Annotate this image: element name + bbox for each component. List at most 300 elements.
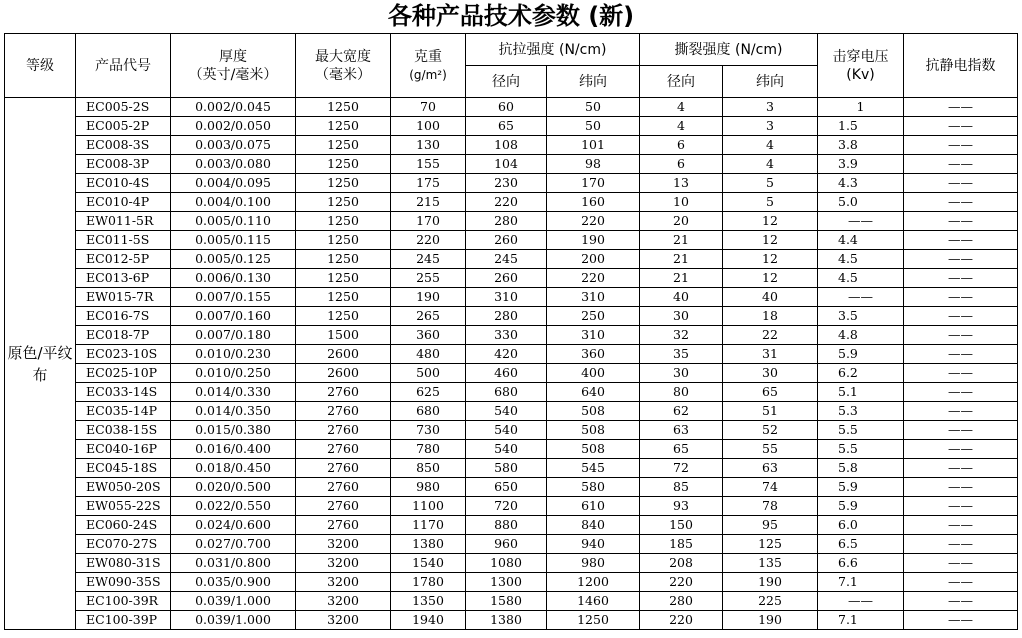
spec-table: [4, 33, 1018, 630]
table-row: [5, 136, 1018, 155]
table-row: [5, 193, 1018, 212]
table-row: [5, 573, 1018, 592]
tensile-radial-cell: 245: [466, 250, 547, 269]
thickness-cell: 0.024/0.600: [171, 516, 296, 535]
tensile-radial-cell: 540: [466, 402, 547, 421]
weight-cell: 1380: [391, 535, 466, 554]
tear-radial-cell: 21: [640, 231, 723, 250]
thickness-cell: 0.018/0.450: [171, 459, 296, 478]
breakdown-voltage-cell: 4.4: [818, 231, 904, 250]
tear-radial-cell: 30: [640, 364, 723, 383]
product-code-cell: EC033-14S: [76, 383, 171, 402]
tensile-weft-cell: 508: [547, 402, 640, 421]
tear-radial-cell: 4: [640, 98, 723, 117]
weight-cell: 1100: [391, 497, 466, 516]
table-row: [5, 307, 1018, 326]
tensile-weft-cell: 50: [547, 98, 640, 117]
table-row: [5, 212, 1018, 231]
weight-cell: 480: [391, 345, 466, 364]
weight-cell: 680: [391, 402, 466, 421]
tear-weft-cell: 3: [723, 117, 818, 136]
antistatic-index-cell: ——: [904, 535, 1018, 554]
header-code: 产品代号: [76, 34, 171, 98]
weight-cell: 980: [391, 478, 466, 497]
tear-radial-cell: 72: [640, 459, 723, 478]
max-width-cell: 2760: [296, 440, 391, 459]
max-width-cell: 1250: [296, 250, 391, 269]
table-row: [5, 98, 1018, 117]
header-antistatic: 抗静电指数: [904, 34, 1018, 98]
antistatic-index-cell: ——: [904, 117, 1018, 136]
thickness-cell: 0.004/0.095: [171, 174, 296, 193]
tensile-weft-cell: 310: [547, 326, 640, 345]
antistatic-index-cell: ——: [904, 231, 1018, 250]
tear-weft-cell: 52: [723, 421, 818, 440]
tensile-radial-cell: 310: [466, 288, 547, 307]
max-width-cell: 1250: [296, 155, 391, 174]
thickness-cell: 0.004/0.100: [171, 193, 296, 212]
tear-weft-cell: 5: [723, 174, 818, 193]
breakdown-voltage-cell: 6.6: [818, 554, 904, 573]
breakdown-voltage-cell: 4.3: [818, 174, 904, 193]
header-tensile-weft: 纬向: [547, 66, 640, 98]
tear-weft-cell: 190: [723, 573, 818, 592]
tear-radial-cell: 6: [640, 136, 723, 155]
thickness-cell: 0.003/0.080: [171, 155, 296, 174]
tensile-radial-cell: 460: [466, 364, 547, 383]
table-body: [5, 98, 1018, 630]
antistatic-index-cell: ——: [904, 554, 1018, 573]
thickness-cell: 0.010/0.250: [171, 364, 296, 383]
header-tensile: 抗拉强度 (N/cm): [466, 34, 640, 66]
product-code-cell: EC100-39P: [76, 611, 171, 630]
tear-weft-cell: 40: [723, 288, 818, 307]
max-width-cell: 2600: [296, 345, 391, 364]
table-row: [5, 421, 1018, 440]
antistatic-index-cell: ——: [904, 402, 1018, 421]
tensile-weft-cell: 250: [547, 307, 640, 326]
antistatic-index-cell: ——: [904, 440, 1018, 459]
tensile-weft-cell: 98: [547, 155, 640, 174]
max-width-cell: 2760: [296, 383, 391, 402]
header-breakdown-line1: 击穿电压: [832, 48, 889, 65]
header-tear-weft: 纬向: [723, 66, 818, 98]
breakdown-voltage-cell: 4.5: [818, 250, 904, 269]
antistatic-index-cell: ——: [904, 345, 1018, 364]
tensile-weft-cell: 400: [547, 364, 640, 383]
tensile-weft-cell: 508: [547, 421, 640, 440]
table-row: [5, 326, 1018, 345]
header-tensile-radial: 径向: [466, 66, 547, 98]
tensile-radial-cell: 580: [466, 459, 547, 478]
tear-radial-cell: 80: [640, 383, 723, 402]
tear-weft-cell: 74: [723, 478, 818, 497]
weight-cell: 245: [391, 250, 466, 269]
tensile-weft-cell: 545: [547, 459, 640, 478]
tensile-radial-cell: 720: [466, 497, 547, 516]
antistatic-index-cell: ——: [904, 516, 1018, 535]
breakdown-voltage-cell: 5.5: [818, 440, 904, 459]
tear-weft-cell: 55: [723, 440, 818, 459]
weight-cell: 850: [391, 459, 466, 478]
product-code-cell: EC070-27S: [76, 535, 171, 554]
product-code-cell: EC045-18S: [76, 459, 171, 478]
breakdown-voltage-cell: ——: [818, 212, 904, 231]
product-code-cell: EC018-7P: [76, 326, 171, 345]
weight-cell: 1170: [391, 516, 466, 535]
breakdown-voltage-cell: 5.9: [818, 478, 904, 497]
weight-cell: 190: [391, 288, 466, 307]
tensile-weft-cell: 310: [547, 288, 640, 307]
weight-cell: 780: [391, 440, 466, 459]
thickness-cell: 0.005/0.125: [171, 250, 296, 269]
antistatic-index-cell: ——: [904, 98, 1018, 117]
table-row: [5, 155, 1018, 174]
tear-weft-cell: 78: [723, 497, 818, 516]
weight-cell: 500: [391, 364, 466, 383]
max-width-cell: 2760: [296, 478, 391, 497]
max-width-cell: 1250: [296, 136, 391, 155]
tear-radial-cell: 220: [640, 573, 723, 592]
table-row: [5, 117, 1018, 136]
tensile-radial-cell: 1080: [466, 554, 547, 573]
antistatic-index-cell: ——: [904, 155, 1018, 174]
product-code-cell: EC008-3P: [76, 155, 171, 174]
product-code-cell: EW050-20S: [76, 478, 171, 497]
header-thickness: [171, 34, 296, 98]
tensile-radial-cell: 230: [466, 174, 547, 193]
table-row: [5, 459, 1018, 478]
weight-cell: 220: [391, 231, 466, 250]
product-code-cell: EC060-24S: [76, 516, 171, 535]
weight-cell: 1540: [391, 554, 466, 573]
tear-weft-cell: 3: [723, 98, 818, 117]
tear-weft-cell: 4: [723, 155, 818, 174]
tear-weft-cell: 12: [723, 269, 818, 288]
header-breakdown: [818, 34, 904, 98]
header-tear-radial: 径向: [640, 66, 723, 98]
antistatic-index-cell: ——: [904, 611, 1018, 630]
table-row: [5, 478, 1018, 497]
thickness-cell: 0.039/1.000: [171, 611, 296, 630]
tear-weft-cell: 65: [723, 383, 818, 402]
thickness-cell: 0.015/0.380: [171, 421, 296, 440]
tensile-weft-cell: 190: [547, 231, 640, 250]
weight-cell: 170: [391, 212, 466, 231]
page-title: 各种产品技术参数 (新): [387, 2, 635, 30]
tear-radial-cell: 208: [640, 554, 723, 573]
thickness-cell: 0.031/0.800: [171, 554, 296, 573]
tensile-weft-cell: 1460: [547, 592, 640, 611]
table-row: [5, 250, 1018, 269]
table-row: [5, 288, 1018, 307]
product-code-cell: EC038-15S: [76, 421, 171, 440]
tensile-weft-cell: 1200: [547, 573, 640, 592]
max-width-cell: 2760: [296, 459, 391, 478]
tensile-radial-cell: 104: [466, 155, 547, 174]
weight-cell: 100: [391, 117, 466, 136]
product-code-cell: EC008-3S: [76, 136, 171, 155]
header-tear: 撕裂强度 (N/cm): [640, 34, 818, 66]
weight-cell: 215: [391, 193, 466, 212]
tear-radial-cell: 220: [640, 611, 723, 630]
product-code-cell: EW080-31S: [76, 554, 171, 573]
thickness-cell: 0.002/0.045: [171, 98, 296, 117]
header-grade: 等级: [5, 34, 76, 98]
thickness-cell: 0.027/0.700: [171, 535, 296, 554]
tear-radial-cell: 85: [640, 478, 723, 497]
weight-cell: 1940: [391, 611, 466, 630]
tensile-weft-cell: 840: [547, 516, 640, 535]
breakdown-voltage-cell: 6.5: [818, 535, 904, 554]
tensile-radial-cell: 65: [466, 117, 547, 136]
tensile-weft-cell: 580: [547, 478, 640, 497]
tensile-weft-cell: 160: [547, 193, 640, 212]
tear-radial-cell: 280: [640, 592, 723, 611]
max-width-cell: 1250: [296, 193, 391, 212]
weight-cell: 255: [391, 269, 466, 288]
max-width-cell: 2760: [296, 497, 391, 516]
tear-weft-cell: 51: [723, 402, 818, 421]
tear-weft-cell: 31: [723, 345, 818, 364]
antistatic-index-cell: ——: [904, 193, 1018, 212]
tear-radial-cell: 62: [640, 402, 723, 421]
tear-weft-cell: 135: [723, 554, 818, 573]
breakdown-voltage-cell: 3.8: [818, 136, 904, 155]
product-code-cell: EC100-39R: [76, 592, 171, 611]
breakdown-voltage-cell: ——: [818, 592, 904, 611]
max-width-cell: 1250: [296, 269, 391, 288]
breakdown-voltage-cell: 5.5: [818, 421, 904, 440]
table-row: [5, 345, 1018, 364]
breakdown-voltage-cell: 5.1: [818, 383, 904, 402]
table-row: [5, 174, 1018, 193]
table-row: [5, 592, 1018, 611]
tensile-weft-cell: 610: [547, 497, 640, 516]
max-width-cell: 2760: [296, 516, 391, 535]
thickness-cell: 0.005/0.115: [171, 231, 296, 250]
antistatic-index-cell: ——: [904, 459, 1018, 478]
tensile-radial-cell: 540: [466, 421, 547, 440]
product-code-cell: EC010-4S: [76, 174, 171, 193]
table-row: [5, 611, 1018, 630]
header-weight: [391, 34, 466, 98]
thickness-cell: 0.039/1.000: [171, 592, 296, 611]
tensile-radial-cell: 1380: [466, 611, 547, 630]
tear-radial-cell: 93: [640, 497, 723, 516]
max-width-cell: 3200: [296, 535, 391, 554]
breakdown-voltage-cell: 7.1: [818, 573, 904, 592]
breakdown-voltage-cell: 3.5: [818, 307, 904, 326]
table-row: [5, 269, 1018, 288]
weight-cell: 730: [391, 421, 466, 440]
breakdown-voltage-cell: 6.0: [818, 516, 904, 535]
table-row: [5, 554, 1018, 573]
tensile-radial-cell: 220: [466, 193, 547, 212]
breakdown-voltage-cell: 6.2: [818, 364, 904, 383]
tensile-radial-cell: 260: [466, 269, 547, 288]
weight-cell: 130: [391, 136, 466, 155]
header-breakdown-line2: (Kv): [846, 66, 875, 83]
breakdown-voltage-cell: 4.5: [818, 269, 904, 288]
max-width-cell: 1250: [296, 174, 391, 193]
tensile-radial-cell: 260: [466, 231, 547, 250]
product-code-cell: EC025-10P: [76, 364, 171, 383]
max-width-cell: 3200: [296, 611, 391, 630]
product-code-cell: EC012-5P: [76, 250, 171, 269]
max-width-cell: 1250: [296, 231, 391, 250]
tear-radial-cell: 63: [640, 421, 723, 440]
product-code-cell: EC005-2S: [76, 98, 171, 117]
table-row: [5, 383, 1018, 402]
thickness-cell: 0.010/0.230: [171, 345, 296, 364]
tensile-radial-cell: 960: [466, 535, 547, 554]
weight-cell: 625: [391, 383, 466, 402]
header-thickness-line1: 厚度: [219, 48, 247, 65]
antistatic-index-cell: ——: [904, 269, 1018, 288]
table-row: [5, 516, 1018, 535]
table-row: [5, 402, 1018, 421]
tear-weft-cell: 12: [723, 231, 818, 250]
tensile-radial-cell: 420: [466, 345, 547, 364]
max-width-cell: 1250: [296, 117, 391, 136]
tear-weft-cell: 12: [723, 212, 818, 231]
breakdown-voltage-cell: 3.9: [818, 155, 904, 174]
max-width-cell: 1250: [296, 98, 391, 117]
header-width-line1: 最大宽度: [315, 48, 371, 65]
tensile-radial-cell: 1300: [466, 573, 547, 592]
tear-radial-cell: 32: [640, 326, 723, 345]
thickness-cell: 0.022/0.550: [171, 497, 296, 516]
tear-radial-cell: 40: [640, 288, 723, 307]
tear-weft-cell: 30: [723, 364, 818, 383]
max-width-cell: 3200: [296, 573, 391, 592]
header-weight-line1: 克重: [414, 48, 442, 65]
tensile-radial-cell: 60: [466, 98, 547, 117]
tensile-weft-cell: 170: [547, 174, 640, 193]
tear-weft-cell: 5: [723, 193, 818, 212]
thickness-cell: 0.003/0.075: [171, 136, 296, 155]
tear-weft-cell: 18: [723, 307, 818, 326]
thickness-cell: 0.035/0.900: [171, 573, 296, 592]
tensile-weft-cell: 101: [547, 136, 640, 155]
breakdown-voltage-cell: 1: [818, 98, 904, 117]
tensile-weft-cell: 940: [547, 535, 640, 554]
weight-cell: 265: [391, 307, 466, 326]
product-code-cell: EC013-6P: [76, 269, 171, 288]
product-code-cell: EC040-16P: [76, 440, 171, 459]
tear-radial-cell: 185: [640, 535, 723, 554]
tensile-radial-cell: 650: [466, 478, 547, 497]
antistatic-index-cell: ——: [904, 288, 1018, 307]
product-code-cell: EC011-5S: [76, 231, 171, 250]
table-row: [5, 364, 1018, 383]
tensile-radial-cell: 330: [466, 326, 547, 345]
tear-radial-cell: 21: [640, 269, 723, 288]
tensile-weft-cell: 50: [547, 117, 640, 136]
weight-cell: 70: [391, 98, 466, 117]
product-code-cell: EC005-2P: [76, 117, 171, 136]
tear-weft-cell: 4: [723, 136, 818, 155]
table-row: [5, 440, 1018, 459]
product-code-cell: EW011-5R: [76, 212, 171, 231]
tensile-radial-cell: 280: [466, 307, 547, 326]
grade-cell: 原色/平纹布: [5, 98, 76, 630]
tensile-radial-cell: 880: [466, 516, 547, 535]
product-code-cell: EW090-35S: [76, 573, 171, 592]
tear-radial-cell: 6: [640, 155, 723, 174]
tear-weft-cell: 63: [723, 459, 818, 478]
header-width-line2: （毫米）: [315, 66, 371, 83]
antistatic-index-cell: ——: [904, 573, 1018, 592]
breakdown-voltage-cell: 4.8: [818, 326, 904, 345]
tensile-weft-cell: 640: [547, 383, 640, 402]
antistatic-index-cell: ——: [904, 212, 1018, 231]
antistatic-index-cell: ——: [904, 592, 1018, 611]
antistatic-index-cell: ——: [904, 326, 1018, 345]
tear-weft-cell: 95: [723, 516, 818, 535]
thickness-cell: 0.006/0.130: [171, 269, 296, 288]
thickness-cell: 0.014/0.350: [171, 402, 296, 421]
product-code-cell: EW015-7R: [76, 288, 171, 307]
product-code-cell: EC035-14P: [76, 402, 171, 421]
antistatic-index-cell: ——: [904, 307, 1018, 326]
tensile-radial-cell: 108: [466, 136, 547, 155]
tensile-weft-cell: 220: [547, 269, 640, 288]
tensile-radial-cell: 280: [466, 212, 547, 231]
tensile-weft-cell: 220: [547, 212, 640, 231]
tear-radial-cell: 65: [640, 440, 723, 459]
thickness-cell: 0.007/0.160: [171, 307, 296, 326]
breakdown-voltage-cell: 5.3: [818, 402, 904, 421]
header-width: [296, 34, 391, 98]
table-row: [5, 231, 1018, 250]
max-width-cell: 1250: [296, 288, 391, 307]
max-width-cell: 1500: [296, 326, 391, 345]
breakdown-voltage-cell: 5.9: [818, 497, 904, 516]
max-width-cell: 3200: [296, 554, 391, 573]
table-row: [5, 497, 1018, 516]
breakdown-voltage-cell: 5.0: [818, 193, 904, 212]
breakdown-voltage-cell: 5.9: [818, 345, 904, 364]
antistatic-index-cell: ——: [904, 497, 1018, 516]
tensile-weft-cell: 508: [547, 440, 640, 459]
breakdown-voltage-cell: ——: [818, 288, 904, 307]
thickness-cell: 0.020/0.500: [171, 478, 296, 497]
tear-weft-cell: 12: [723, 250, 818, 269]
weight-cell: 1780: [391, 573, 466, 592]
antistatic-index-cell: ——: [904, 421, 1018, 440]
header-weight-line2: (g/m²): [409, 67, 447, 82]
tear-weft-cell: 125: [723, 535, 818, 554]
weight-cell: 1350: [391, 592, 466, 611]
tear-radial-cell: 21: [640, 250, 723, 269]
weight-cell: 175: [391, 174, 466, 193]
weight-cell: 360: [391, 326, 466, 345]
tear-radial-cell: 30: [640, 307, 723, 326]
max-width-cell: 1250: [296, 307, 391, 326]
max-width-cell: 2760: [296, 421, 391, 440]
tensile-weft-cell: 1250: [547, 611, 640, 630]
thickness-cell: 0.007/0.180: [171, 326, 296, 345]
max-width-cell: 2600: [296, 364, 391, 383]
breakdown-voltage-cell: 1.5: [818, 117, 904, 136]
tear-radial-cell: 20: [640, 212, 723, 231]
product-code-cell: EC010-4P: [76, 193, 171, 212]
antistatic-index-cell: ——: [904, 364, 1018, 383]
max-width-cell: 1250: [296, 212, 391, 231]
tear-weft-cell: 190: [723, 611, 818, 630]
